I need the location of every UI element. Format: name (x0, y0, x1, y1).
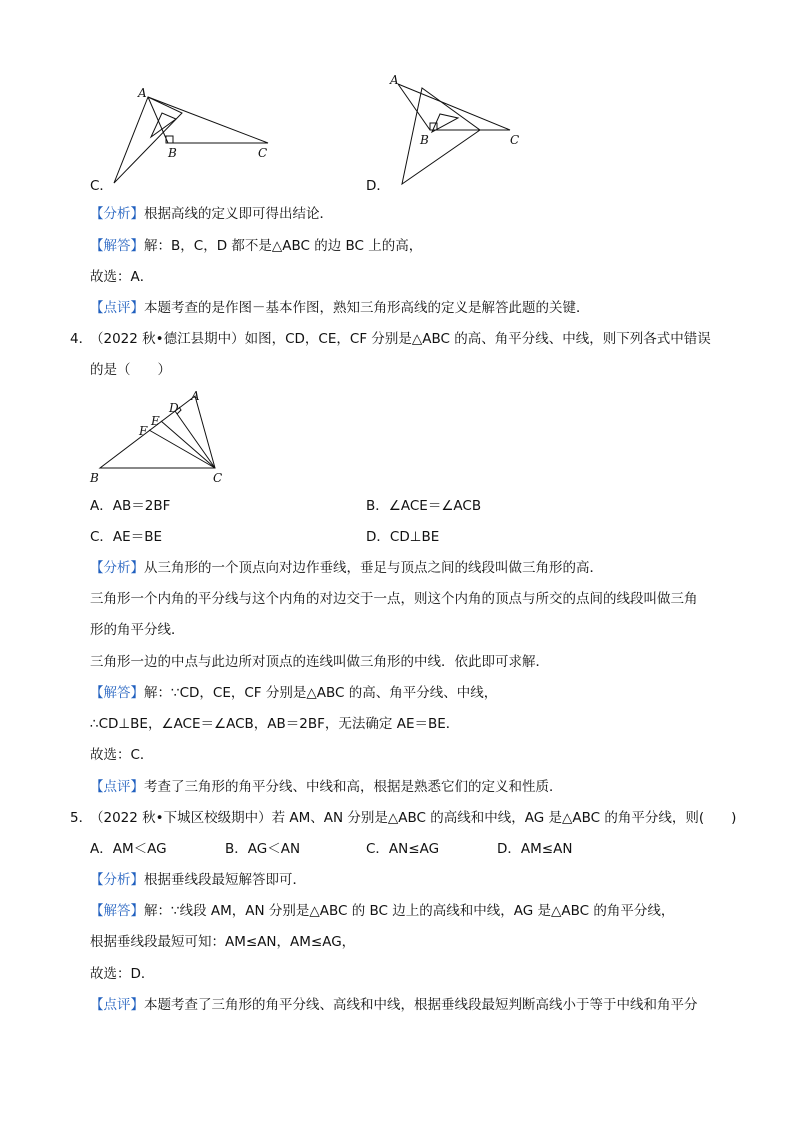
q4-answer-line2: ∴CD⊥BE，∠ACE＝∠ACB，AB＝2BF，无法确定 AE＝BE． (90, 716, 460, 732)
q4-analysis-line4: 三角形一边的中点与此边所对顶点的连线叫做三角形的中线．依此即可求解． (90, 654, 549, 670)
analysis-tag: 【分析】 (90, 872, 144, 888)
answer-tag: 【解答】 (90, 238, 144, 254)
q5-answer-line1: 【解答】解：∵线段 AM，AN 分别是△ABC 的 BC 边上的高线和中线，AG 是△ABC 的角平分线， (90, 903, 675, 919)
figure-option-d (380, 72, 530, 192)
q3-answer: 【解答】解：B，C，D 都不是△ABC 的边 BC 上的高， (90, 238, 423, 254)
fig-c-label-a: A (138, 86, 147, 100)
q5-analysis: 【分析】根据垂线段最短解答即可． (90, 872, 306, 888)
q5-option-c: C．AN≤AG (366, 841, 440, 857)
q4-choose: 故选：C． (90, 747, 154, 763)
q4-analysis-line1: 【分析】从三角形的一个顶点向对边作垂线，垂足与顶点之间的线段叫做三角形的高． (90, 560, 603, 576)
fig-d-label-b: B (420, 133, 429, 147)
q4-option-c: C．AE＝BE (90, 529, 162, 545)
comment-tag: 【点评】 (90, 997, 144, 1013)
fig-c-label-b: B (168, 146, 177, 160)
comment-tag: 【点评】 (90, 779, 144, 795)
analysis-tag: 【分析】 (90, 206, 144, 222)
q4-option-a: A．AB＝2BF (90, 498, 171, 514)
q5-option-a: A．AM＜AG (90, 841, 167, 857)
q5-stem: （2022 秋•下城区校级期中）若 AM、AN 分别是△ABC 的高线和中线，AG 是△ABC 的角平分线，则( ) (90, 810, 737, 826)
q4-fig-label-c: C (213, 471, 223, 485)
q4-stem-line2: 的是（ ） (90, 362, 171, 378)
q3-comment: 【点评】本题考查的是作图－基本作图，熟知三角形高线的定义是解答此题的关键． (90, 300, 590, 316)
fig-d-option-label: D． (366, 178, 390, 194)
q4-fig-label-b: B (90, 471, 99, 485)
q5-choose: 故选：D． (90, 966, 155, 982)
q3-analysis: 【分析】根据高线的定义即可得出结论． (90, 206, 333, 222)
figure-option-c (100, 85, 290, 190)
analysis-tag: 【分析】 (90, 560, 144, 576)
q4-fig-label-a: A (191, 389, 200, 403)
q4-analysis-line2: 三角形一个内角的平分线与这个内角的对边交于一点，则这个内角的顶点与所交的点间的线段叫做三角 (90, 591, 698, 607)
q4-stem-line1: （2022 秋•德江县期中）如图，CD，CE，CF 分别是△ABC 的高、角平分线、中线，则下列各式中错误 (90, 331, 711, 347)
q4-option-d: D．CD⊥BE (366, 529, 440, 545)
q4-fig-label-e: E (151, 414, 160, 428)
q5-option-d: D．AM≤AN (497, 841, 573, 857)
fig-d-label-a: A (390, 73, 399, 87)
q4-fig-label-d: D (169, 401, 179, 415)
answer-tag: 【解答】 (90, 903, 144, 919)
q4-comment: 【点评】考查了三角形的角平分线、中线和高，根据是熟悉它们的定义和性质． (90, 779, 563, 795)
q4-answer-line1: 【解答】解：∵CD，CE，CF 分别是△ABC 的高、角平分线、中线， (90, 685, 498, 701)
q4-fig-label-f: F (139, 424, 148, 438)
q5-number: 5． (70, 810, 93, 826)
q4-figure (85, 388, 235, 488)
q4-analysis-line3: 形的角平分线． (90, 622, 185, 638)
q5-option-b: B．AG＜AN (225, 841, 301, 857)
fig-c-label-c: C (258, 146, 268, 160)
fig-c-option-label: C． (90, 178, 113, 194)
q5-comment: 【点评】本题考查了三角形的角平分线、高线和中线，根据垂线段最短判断高线小于等于中线和角平分 (90, 997, 698, 1013)
q5-answer-line2: 根据垂线段最短可知：AM≤AN，AM≤AG， (90, 934, 356, 950)
q4-option-b: B．∠ACE＝∠ACB (366, 498, 482, 514)
answer-tag: 【解答】 (90, 685, 144, 701)
comment-tag: 【点评】 (90, 300, 144, 316)
q3-choose: 故选：A． (90, 269, 154, 285)
q4-number: 4． (70, 331, 93, 347)
fig-d-label-c: C (510, 133, 520, 147)
